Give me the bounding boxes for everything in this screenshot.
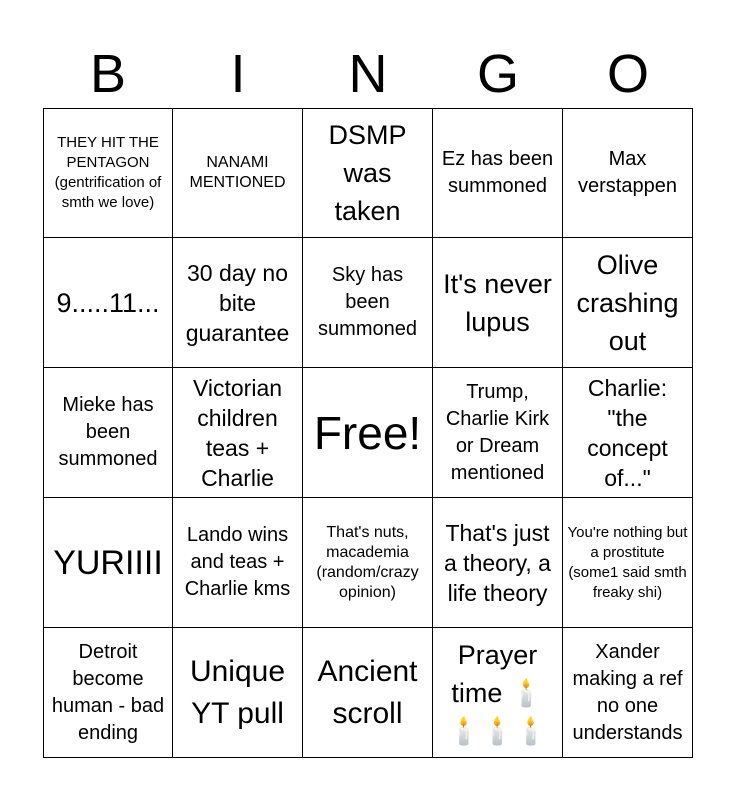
- bingo-cell-text: That's nuts, macademia (random/crazy opinion): [316, 523, 419, 601]
- bingo-cell-text: Free!: [313, 406, 422, 459]
- bingo-cell[interactable]: [563, 238, 693, 368]
- bingo-cell[interactable]: [563, 108, 693, 238]
- bingo-cell-text: 30 day no bite guarantee: [185, 259, 290, 346]
- bingo-cell-text: Ancient scroll: [317, 654, 418, 730]
- bingo-cell[interactable]: [563, 498, 693, 628]
- bingo-cell[interactable]: [43, 108, 173, 238]
- bingo-cell[interactable]: [173, 368, 303, 498]
- bingo-cell[interactable]: [173, 108, 303, 238]
- bingo-cell[interactable]: [433, 628, 563, 758]
- bingo-cell-text: Lando wins and teas + Charlie kms: [184, 524, 291, 600]
- bingo-cell-text: Victorian children teas + Charlie: [192, 374, 283, 491]
- bingo-cell[interactable]: [43, 368, 173, 498]
- header-letter-b: B: [89, 44, 127, 104]
- bingo-cell[interactable]: [433, 368, 563, 498]
- bingo-cell-text: Max verstappen: [578, 148, 677, 197]
- bingo-cell[interactable]: [173, 628, 303, 758]
- bingo-cell-text: Xander making a ref no one understands: [572, 640, 683, 744]
- bingo-header: [43, 40, 693, 108]
- bingo-cell-text: You're nothing but a prostitute (some1 said smth freaky shi): [567, 523, 688, 601]
- header-letter-g: G: [476, 44, 519, 104]
- bingo-cell[interactable]: [303, 108, 433, 238]
- bingo-cell[interactable]: [303, 498, 433, 628]
- bingo-cell-text: Prayer time 🕯️🕯️🕯️🕯️: [447, 639, 548, 746]
- bingo-cell-text: Mieke has been summoned: [58, 394, 158, 470]
- bingo-cell-text: THEY HIT THE PENTAGON (gentrification of smth we love): [54, 134, 162, 211]
- bingo-cell-text: That's just a theory, a life theory: [444, 519, 551, 606]
- bingo-cell[interactable]: [303, 238, 433, 368]
- bingo-cell[interactable]: [563, 628, 693, 758]
- bingo-cell[interactable]: [173, 238, 303, 368]
- bingo-grid: [43, 108, 693, 758]
- bingo-cell-text: Sky has been summoned: [318, 264, 417, 340]
- bingo-cell-text: Ez has been summoned: [441, 148, 554, 197]
- bingo-cell[interactable]: [433, 108, 563, 238]
- bingo-cell[interactable]: [43, 628, 173, 758]
- bingo-cell-text: It's never lupus: [443, 268, 552, 337]
- bingo-cell-text: Detroit become human - bad ending: [51, 640, 165, 744]
- bingo-cell-text: YURIIII: [53, 543, 163, 582]
- bingo-cell-text: Olive crashing out: [576, 249, 679, 356]
- bingo-cell[interactable]: [43, 238, 173, 368]
- header-letter-i: I: [230, 44, 246, 104]
- bingo-cell-text: Trump, Charlie Kirk or Dream mentioned: [445, 380, 550, 484]
- free-space-cell[interactable]: [303, 368, 433, 498]
- bingo-cell[interactable]: [433, 498, 563, 628]
- bingo-cell-text: 9.....11...: [56, 287, 160, 318]
- bingo-cell-text: DSMP was taken: [328, 120, 407, 226]
- bingo-cell[interactable]: [433, 238, 563, 368]
- bingo-cell-text: NANAMI MENTIONED: [189, 154, 286, 191]
- bingo-cell-text: Unique YT pull: [189, 654, 286, 730]
- bingo-cell[interactable]: [173, 498, 303, 628]
- header-letter-o: O: [606, 44, 649, 104]
- bingo-cell[interactable]: [563, 368, 693, 498]
- header-letter-n: N: [348, 44, 388, 104]
- bingo-cell-text: Charlie: "the concept of...": [587, 374, 668, 491]
- bingo-cell[interactable]: [43, 498, 173, 628]
- bingo-cell[interactable]: [303, 628, 433, 758]
